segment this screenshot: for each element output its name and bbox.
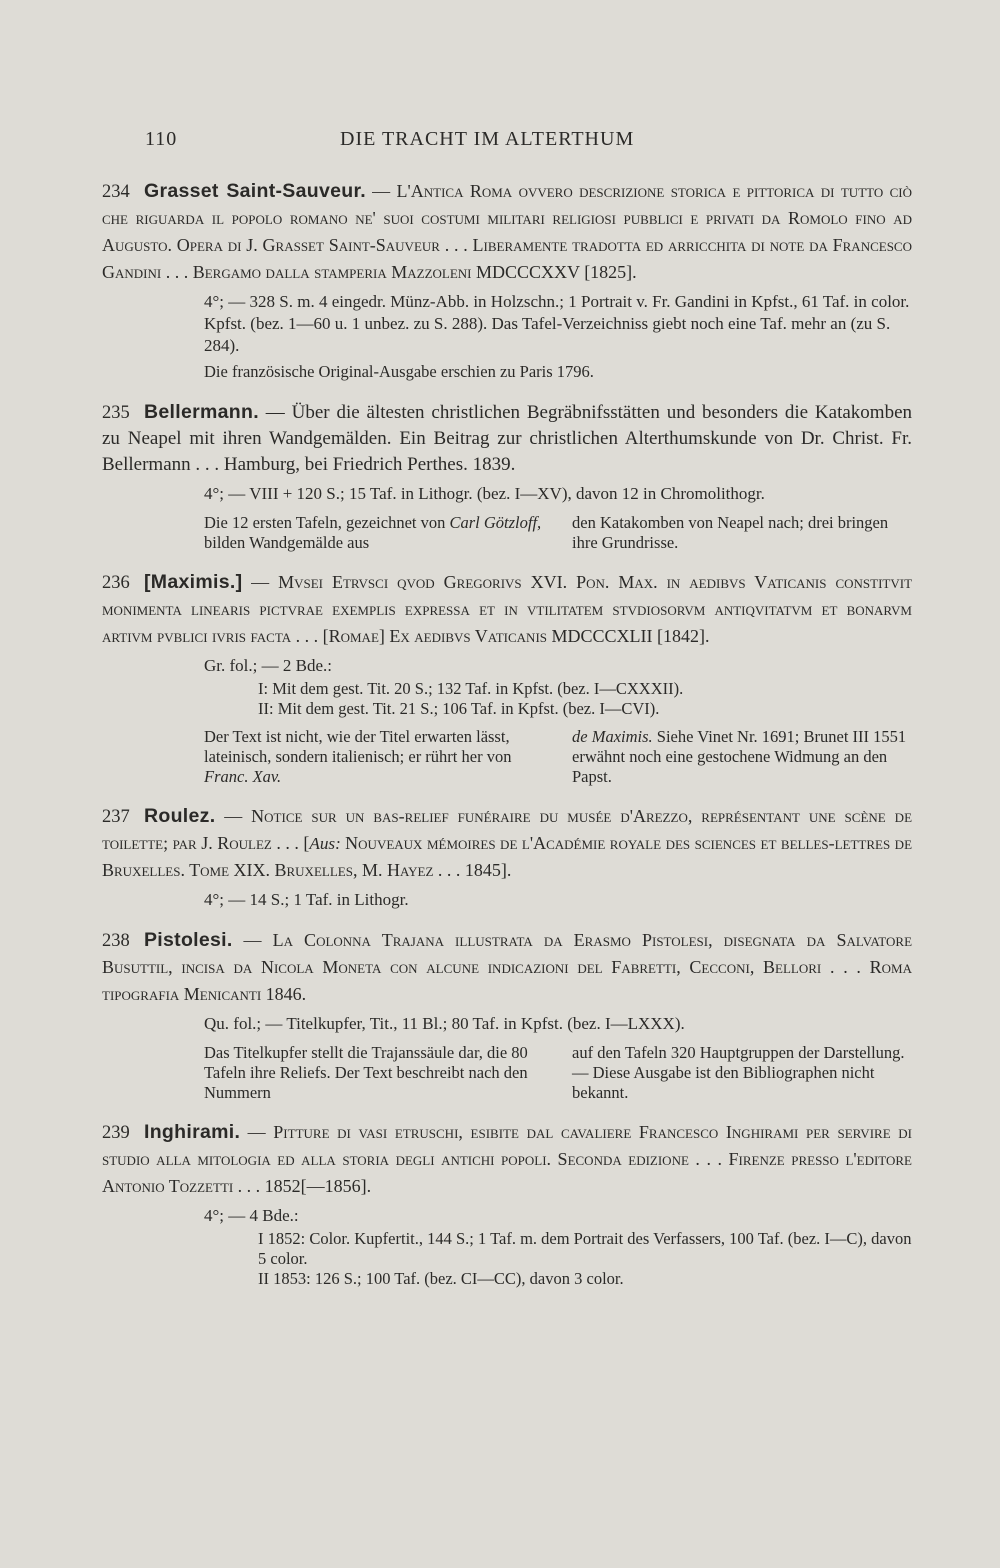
entry-heading <box>102 178 912 286</box>
entry-number: 234 <box>102 182 130 202</box>
entry-author: [Maximis.] <box>144 571 243 593</box>
note-left-column <box>204 727 544 787</box>
entry-number: 236 <box>102 573 130 593</box>
entry-author: Roulez. <box>144 805 216 827</box>
note-left-text: Die 12 ersten Tafeln, gezeichnet von <box>204 513 446 532</box>
entry-title: — La Colonna Trajana illustrata da Erasmo Pistolesi, disegnata da Salvatore Busuttil, incisa da Nicola Moneta con alcune indicazioni del Fabretti, Cecconi, Bellori . . . Roma tipografia Menicanti 1846. <box>102 930 913 1004</box>
volume-line: I: Mit dem gest. Tit. 20 S.; 132 Taf. in Kpfst. (bez. I—CXXXII). <box>258 679 684 698</box>
note-right-text: Siehe Vinet Nr. 1691; Brunet III 1551 erwähnt noch eine gestochene Widmung an den Papst. <box>572 727 907 786</box>
entry-number: 238 <box>102 931 130 951</box>
note-left-text: Der Text ist nicht, wie der Titel erwarten lässt, lateinisch, sondern italienisch; er rührt her von <box>204 727 512 766</box>
entry-note <box>102 727 912 787</box>
entry-238 <box>102 927 912 1103</box>
entry-235 <box>102 399 912 553</box>
volume-line: I 1852: Color. Kupfertit., 144 S.; 1 Taf. m. dem Portrait des Verfassers, 100 Taf. (bez. I—C), davon 5 color. <box>258 1229 912 1268</box>
entry-heading <box>102 927 912 1008</box>
entry-author: Bellermann. <box>144 401 259 423</box>
entry-note: Die französische Original-Ausgabe erschien zu Paris 1796. <box>204 362 594 381</box>
entry-note <box>102 513 912 553</box>
note-right-column: den Katakomben von Neapel nach; drei bringen ihre Grundrisse. <box>572 513 889 552</box>
volume-list <box>102 679 912 719</box>
entry-239 <box>102 1119 912 1289</box>
entry-heading <box>102 399 912 478</box>
running-title: DIE TRACHT IM ALTERTHUM <box>340 128 635 150</box>
entry-234 <box>102 178 912 383</box>
note-left-text-end: bilden Wandgemälde aus <box>204 533 370 552</box>
note-left-italic: Carl Götzloff, <box>449 513 542 532</box>
entry-collation: 4°; — VIII + 120 S.; 15 Taf. in Lithogr. (bez. I—XV), davon 12 in Chromolithogr. <box>204 484 765 503</box>
entry-number: 239 <box>102 1123 130 1143</box>
entry-title: — Über die ältesten christlichen Begräbnifsstätten und besonders die Katakomben zu Neapel mit ihren Wandgemälden. Ein Beitrag zur christlichen Alterthumskunde von Dr. Christ. Fr. Bellermann . . . Hamburg, bei Friedrich Perthes. 1839. <box>102 402 913 475</box>
entry-number: 237 <box>102 807 130 827</box>
note-left-italic: Franc. Xav. <box>204 767 282 786</box>
note-left-column <box>204 513 544 553</box>
entry-collation: 4°; — 4 Bde.: <box>204 1206 299 1225</box>
page-number: 110 <box>145 128 178 150</box>
entry-heading <box>102 569 912 650</box>
running-header <box>145 128 905 158</box>
bibliography-entries <box>102 178 912 1305</box>
entry-title-end: Nouveaux mémoires de l'Académie royale des sciences et belles-lettres de Bruxelles. Tome XIX. Bruxelles, M. Hayez . . . 1845]. <box>102 833 913 880</box>
entry-title-italic: Aus: <box>309 834 341 853</box>
entry-author: Pistolesi. <box>144 929 233 951</box>
entry-heading <box>102 1119 912 1200</box>
note-right-column: auf den Tafeln 320 Hauptgruppen der Darstellung. — Diese Ausgabe ist den Bibliographen nicht bekannt. <box>572 1043 905 1102</box>
note-right-column <box>572 727 912 787</box>
note-left-column: Das Titelkupfer stellt die Trajanssäule dar, die 80 Tafeln ihre Reliefs. Der Text beschreibt nach den Nummern <box>204 1043 528 1102</box>
entry-237 <box>102 803 912 911</box>
entry-236 <box>102 569 912 787</box>
entry-title: — Pitture di vasi etruschi, esibite dal cavaliere Francesco Inghirami per servire di studio alla mitologia ed alla storia degli antichi popoli. Seconda edizione . . . Firenze presso l'editore Antonio Tozzetti . . . 1852[—1856]. <box>102 1122 913 1196</box>
entry-collation: Qu. fol.; — Titelkupfer, Tit., 11 Bl.; 80 Taf. in Kpfst. (bez. I—LXXX). <box>204 1014 685 1033</box>
volume-line: II 1853: 126 S.; 100 Taf. (bez. CI—CC), davon 3 color. <box>258 1269 624 1288</box>
entry-collation: Gr. fol.; — 2 Bde.: <box>204 656 332 675</box>
entry-number: 235 <box>102 403 130 423</box>
entry-title: — Notice sur un bas-relief funéraire du musée d'Arezzo, représentant une scène de toilette; par J. Roulez . . . [ <box>102 806 913 853</box>
entry-heading <box>102 803 912 884</box>
entry-title: — L'Antica Roma ovvero descrizione storica e pittorica di tutto ciò che riguarda il popolo romano ne' suoi costumi militari religiosi pubblici e privati da Romolo fino ad Augusto. Opera di J. Grasset Saint-Sauveur . . . Liberamente tradotta ed arricchita di note da Francesco Gandini . . . Bergamo dalla stamperia Mazzoleni MDCCCXXV [1825]. <box>102 181 912 282</box>
volume-line: II: Mit dem gest. Tit. 21 S.; 106 Taf. in Kpfst. (bez. I—CVI). <box>258 699 660 718</box>
entry-collation: 4°; — 328 S. m. 4 eingedr. Münz-Abb. in Holzschn.; 1 Portrait v. Fr. Gandini in Kpfst., 61 Taf. in color. Kpfst. (bez. 1—60 u. 1 unbez. zu S. 288). Das Tafel-Verzeichniss giebt noch eine Taf. mehr an (zu S. 284). <box>204 292 910 355</box>
entry-note <box>102 1043 912 1103</box>
volume-list <box>102 1229 912 1289</box>
entry-collation: 4°; — 14 S.; 1 Taf. in Lithogr. <box>204 890 409 909</box>
entry-author: Inghirami. <box>144 1121 241 1143</box>
note-right-italic: de Maximis. <box>572 727 653 746</box>
entry-title: — Mvsei Etrvsci qvod Gregorivs XVI. Pon. Max. in aedibvs Vaticanis constitvit monimenta linearis pictvrae exemplis expressa et in vtilitatem stvdiosorvm antiqvitatvm et bonarvm artivm pvblici ivris facta . . . [Romae] Ex aedibvs Vaticanis MDCCCXLII [1842]. <box>102 572 913 646</box>
entry-author: Grasset Saint-Sauveur. <box>144 180 366 202</box>
